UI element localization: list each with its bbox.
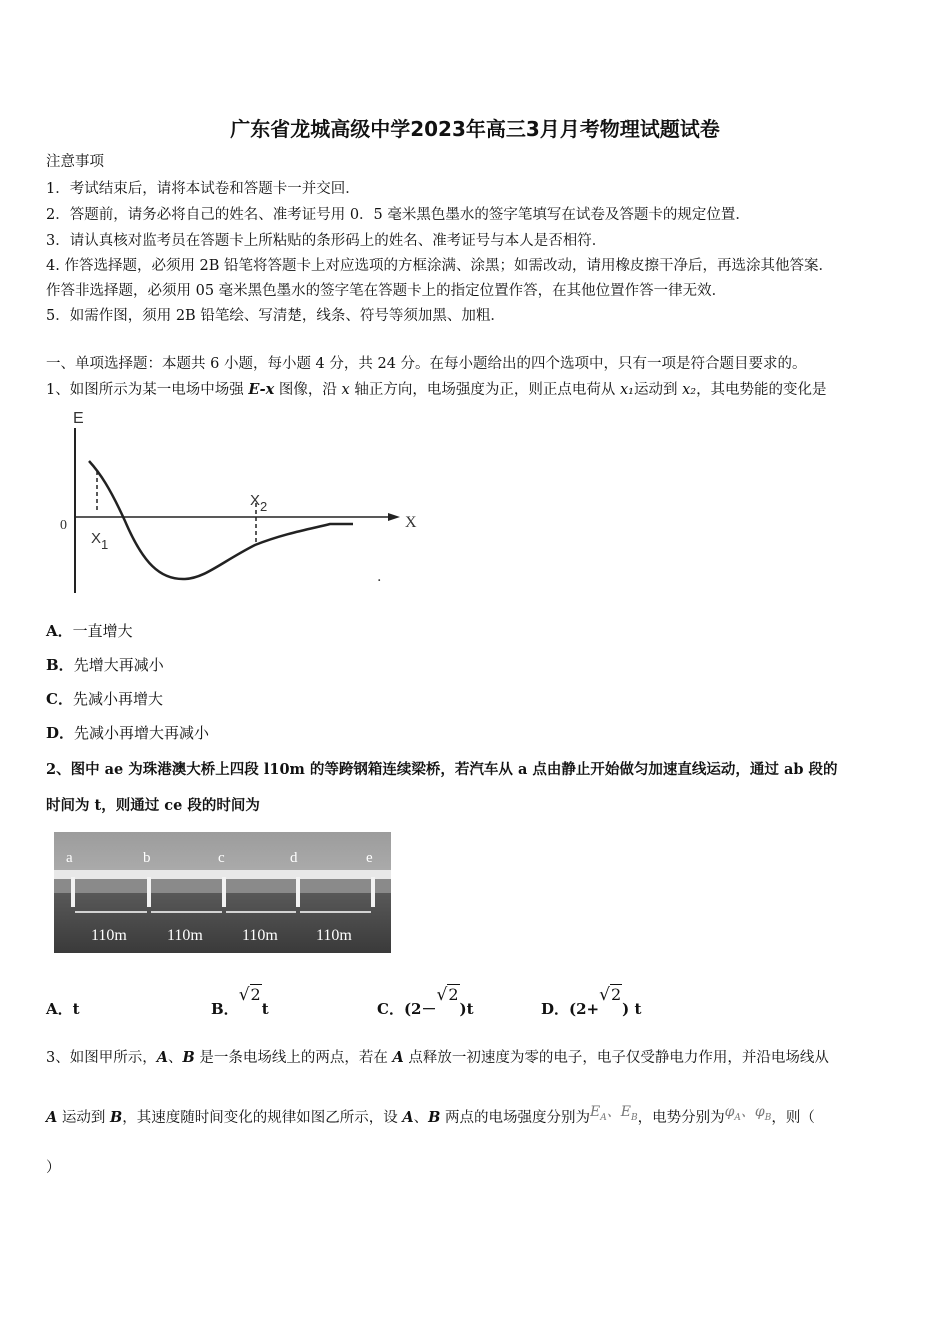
option-letter: B． bbox=[211, 1000, 239, 1018]
radicand: 2 bbox=[610, 985, 622, 1004]
symbol-subscript: B bbox=[764, 1112, 772, 1123]
radicand: 2 bbox=[448, 985, 459, 1004]
q3-text: 两点的电场强度分别为 bbox=[440, 1110, 590, 1126]
question-2-line-1: 2、图中 ae 为珠港澳大桥上四段 l10m 的等跨钢箱连续梁桥，若汽车从 a 点由静止开始做匀加速直线运动，通过 ab 段的 bbox=[46, 761, 838, 778]
q1-text: 轴正方向，电场强度为正，则正点电荷从 bbox=[349, 382, 620, 398]
q3-point-a: A bbox=[392, 1049, 404, 1066]
pier bbox=[296, 877, 300, 907]
q1-option-b[interactable] bbox=[46, 654, 164, 675]
symbol-subscript: A bbox=[734, 1112, 741, 1123]
symbol-phi-a bbox=[724, 1104, 741, 1123]
q3-point-b: B bbox=[109, 1109, 123, 1126]
graph-dot: . bbox=[377, 569, 382, 585]
notice-item: 1．考试结束后，请将本试卷和答题卡一并交回． bbox=[46, 181, 360, 197]
symbol-letter: φ bbox=[754, 1104, 765, 1120]
point-c: c bbox=[218, 850, 225, 866]
pier bbox=[147, 877, 151, 907]
q1-x1: x₁ bbox=[619, 382, 634, 398]
notice-item: 2．答题前，请务必将自己的姓名、准考证号用 0．5 毫米黑色墨水的签字笔填写在试卷及答题卡的规定位置． bbox=[46, 207, 750, 223]
point-e: e bbox=[366, 850, 373, 866]
option-text: 一直增大 bbox=[72, 622, 133, 640]
q3-text: 、 bbox=[413, 1110, 429, 1126]
q3-point-a: A bbox=[402, 1109, 414, 1126]
x1-letter: X bbox=[91, 530, 102, 547]
pier bbox=[71, 877, 75, 907]
q2-option-d[interactable] bbox=[541, 985, 642, 1019]
point-d: d bbox=[290, 850, 298, 866]
q2-option-b[interactable] bbox=[211, 985, 269, 1019]
option-text: 先增大再减小 bbox=[73, 656, 164, 674]
option-text: ) t bbox=[622, 1000, 642, 1018]
option-letter: C．(2－ bbox=[377, 1000, 437, 1018]
q3-text: 是一条电场线上的两点，若在 bbox=[194, 1050, 393, 1066]
pier bbox=[222, 877, 226, 907]
point-a: a bbox=[66, 850, 73, 866]
span-label: 110m bbox=[242, 927, 278, 944]
option-text: 先减小再增大再减小 bbox=[74, 724, 210, 742]
option-text: t bbox=[261, 1000, 269, 1018]
sqrt-sign-icon: √ bbox=[436, 985, 448, 1005]
symbol-separator: 、 bbox=[740, 1104, 755, 1120]
q3-text: ，其速度随时间变化的规律如图乙所示，设 bbox=[122, 1110, 403, 1126]
option-letter: C． bbox=[46, 690, 73, 708]
q3-point-b: B bbox=[428, 1109, 441, 1126]
sqrt-2 bbox=[599, 985, 622, 1005]
option-letter: B． bbox=[46, 656, 74, 674]
x2-label bbox=[250, 492, 267, 514]
symbol-letter: E bbox=[620, 1104, 631, 1120]
symbol-ea bbox=[590, 1104, 607, 1123]
question-3-line-2 bbox=[46, 1106, 815, 1129]
option-text: )t bbox=[459, 1000, 474, 1018]
question-1-stem bbox=[46, 378, 827, 399]
option-letter: D． bbox=[46, 724, 75, 742]
q1-ex: E-x bbox=[248, 381, 275, 398]
notice-item: 作答非选择题，必须用 05 毫米黑色墨水的签字笔在答题卡上的指定位置作答，在其他位置作答一律无效． bbox=[46, 283, 727, 299]
q3-text: 3、如图甲所示， bbox=[46, 1050, 157, 1066]
option-text: 先减小再增大 bbox=[72, 690, 163, 708]
page-title: 广东省龙城高级中学2023年高三3月月考物理试题试卷 bbox=[230, 117, 720, 141]
q1-x: x bbox=[341, 382, 350, 398]
notice-item: 4. 作答选择题，必须用 2B 铅笔将答题卡上对应选项的方框涂满、涂黑；如需改动，请用橡皮擦干净后，再选涂其他答案． bbox=[46, 258, 834, 274]
q3-point-a: A bbox=[156, 1049, 168, 1066]
q2-option-c[interactable] bbox=[377, 985, 474, 1019]
q1-option-a[interactable] bbox=[46, 620, 133, 641]
option-letter: D．(2+ bbox=[541, 1000, 600, 1018]
sqrt-2 bbox=[436, 985, 459, 1005]
notice-heading: 注意事项 bbox=[46, 154, 104, 170]
x1-subscript: 1 bbox=[101, 537, 109, 552]
sqrt-sign-icon: √ bbox=[599, 985, 610, 1005]
question-3-line-3: ） bbox=[46, 1160, 61, 1176]
symbol-phi-b bbox=[754, 1104, 772, 1123]
x-axis-arrow-icon bbox=[388, 513, 400, 521]
symbol-eb bbox=[620, 1104, 638, 1123]
graph-x-label: X bbox=[405, 514, 417, 531]
symbol-letter: E bbox=[590, 1104, 601, 1120]
q1-option-d[interactable] bbox=[46, 722, 209, 743]
e-x-graph bbox=[55, 403, 425, 593]
q1-option-c[interactable] bbox=[46, 688, 163, 709]
q3-text: 运动到 bbox=[57, 1110, 110, 1126]
x1-label bbox=[91, 530, 108, 552]
symbol-subscript: A bbox=[600, 1112, 607, 1123]
q1-x2: x₂ bbox=[682, 382, 697, 398]
q3-text: 点释放一初速度为零的电子，电子仅受静电力作用，并沿电场线从 bbox=[403, 1050, 829, 1066]
graph-curve bbox=[89, 461, 353, 579]
q3-point-b: B bbox=[182, 1049, 195, 1066]
graph-origin-label: 0 bbox=[60, 518, 67, 533]
span-label: 110m bbox=[316, 927, 352, 944]
q2-option-a[interactable]: A．t bbox=[46, 1000, 80, 1018]
x2-letter: X bbox=[250, 492, 261, 509]
sqrt-2 bbox=[239, 985, 262, 1005]
graph-e-label: E bbox=[73, 410, 84, 427]
symbol-subscript: B bbox=[630, 1112, 638, 1123]
section-heading: 一、单项选择题：本题共 6 小题，每小题 4 分，共 24 分。在每小题给出的四个选项中，只有一项是符合题目要求的。 bbox=[46, 356, 807, 372]
q1-text: 图像，沿 bbox=[274, 382, 342, 398]
notice-item: 5．如需作图，须用 2B 铅笔绘、写清楚，线条、符号等须加黑、加粗． bbox=[46, 308, 505, 324]
q3-point-a: A bbox=[46, 1109, 58, 1126]
q3-text: ，则（ bbox=[771, 1110, 815, 1126]
option-letter: A． bbox=[46, 622, 73, 640]
q1-text: 1、如图所示为某一电场中场强 bbox=[46, 382, 249, 398]
symbol-separator: 、 bbox=[606, 1104, 621, 1120]
point-b: b bbox=[143, 850, 151, 866]
span-label: 110m bbox=[91, 927, 127, 944]
sqrt-sign-icon: √ bbox=[238, 985, 250, 1005]
symbol-letter: φ bbox=[724, 1104, 735, 1120]
span-label: 110m bbox=[167, 927, 203, 944]
q3-text: 、 bbox=[168, 1050, 183, 1066]
q3-text: ，电势分别为 bbox=[637, 1110, 725, 1126]
question-2-line-2: 时间为 t，则通过 ce 段的时间为 bbox=[46, 797, 260, 814]
q1-text: 运动到 bbox=[633, 382, 683, 398]
q1-text: ，其电势能的变化是 bbox=[696, 382, 827, 398]
question-3-line-1 bbox=[46, 1046, 829, 1067]
radicand: 2 bbox=[250, 985, 261, 1004]
notice-item: 3．请认真核对监考员在答题卡上所粘贴的条形码上的姓名、准考证号与本人是否相符． bbox=[46, 233, 607, 249]
bridge-photo bbox=[54, 832, 391, 953]
x2-subscript: 2 bbox=[260, 499, 268, 514]
pier bbox=[371, 877, 375, 907]
